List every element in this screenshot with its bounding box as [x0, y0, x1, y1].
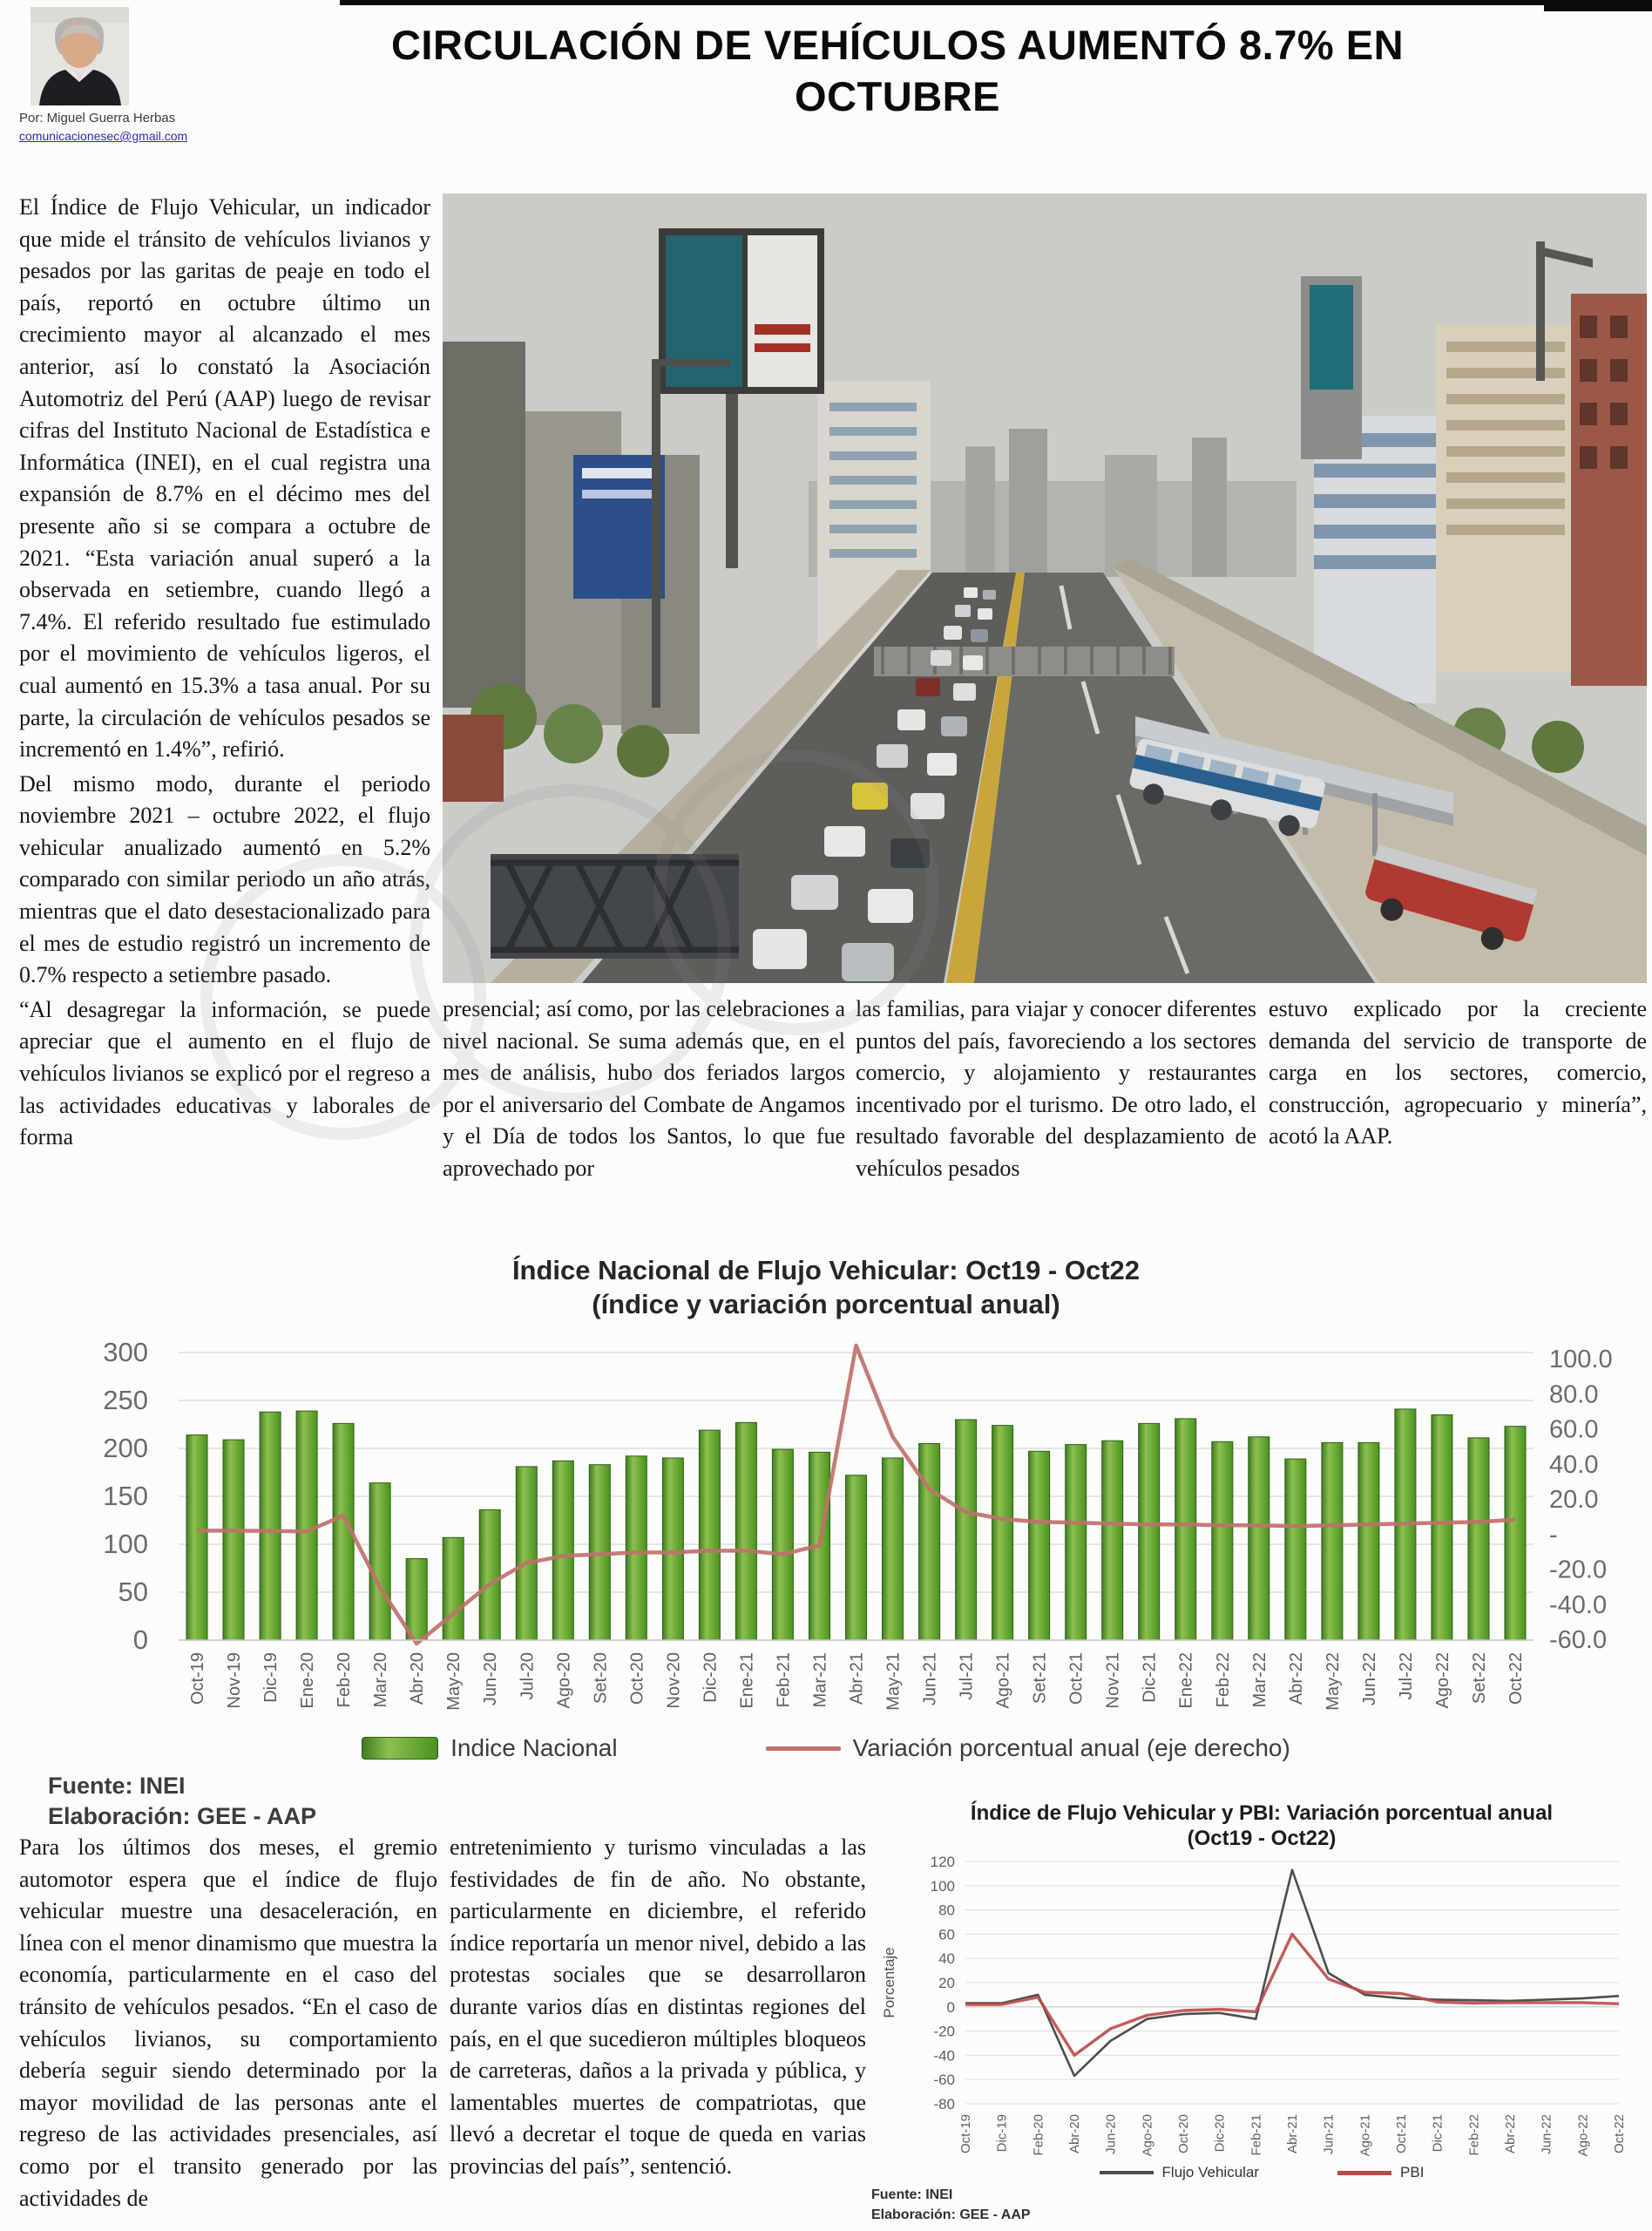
pbi-line-swatch-icon: [1337, 2171, 1391, 2175]
svg-text:Jun-22: Jun-22: [1359, 1652, 1379, 1706]
paragraph: estuvo explicado por la creciente demanda del servicio de transporte de carga en los sectores, comercio, construcción, agropecuario y minería”, acotó la AAP.: [1269, 996, 1647, 1149]
svg-text:80.0: 80.0: [1549, 1380, 1599, 1409]
svg-text:Feb-21: Feb-21: [1249, 2114, 1264, 2156]
article-bottom-column-2: [450, 1832, 866, 2224]
svg-text:Jun-22: Jun-22: [1539, 2114, 1554, 2154]
paragraph: Del mismo modo, durante el periodo noviembre 2021 – octubre 2022, el flujo vehicular anualizado aumentó en 5.2% comparado con similar periodo un año atrás, mientras que el dato desestacionalizado para el mes de estudio registró un incremento de 0.7% respecto a setiembre pasado.: [19, 770, 430, 988]
svg-text:May-20: May-20: [444, 1652, 464, 1711]
svg-text:Dic-19: Dic-19: [261, 1652, 281, 1703]
svg-text:300: 300: [103, 1337, 148, 1367]
paragraph: presencial; así como, por las celebraciones a nivel nacional. Se suma además que, en el mes de análisis, hubo dos feriados largos por el aniversario del Combate de Angamos y el Día de todos los Santos, lo que fue aprovechado por: [443, 996, 845, 1181]
chart1-legend: [0, 1734, 1652, 1762]
svg-text:40.0: 40.0: [1549, 1450, 1599, 1479]
paragraph: Para los últimos dos meses, el gremio automotor espera que el índice de flujo vehicular muestre una desaceleración, en línea con el menor dinamismo que muestra la economía, particularmente en el caso del tránsito de vehículos pesados. “En el caso de vehículos livianos, su comportamiento debería seguir siendo determinado por la mayor movilidad de las personas ante el regreso de las actividades presenciales, así como por el transito generado por las actividades de: [19, 1834, 437, 2211]
svg-text:Abr-22: Abr-22: [1286, 1652, 1306, 1705]
svg-text:80: 80: [938, 1902, 955, 1919]
svg-text:Jun-21: Jun-21: [920, 1652, 940, 1706]
source-line: Fuente: INEI: [48, 1773, 186, 1799]
svg-text:Ene-20: Ene-20: [298, 1652, 318, 1709]
svg-text:0: 0: [946, 1998, 955, 2016]
svg-text:Jun-21: Jun-21: [1321, 2114, 1337, 2154]
svg-text:60.0: 60.0: [1549, 1415, 1599, 1444]
svg-text:250: 250: [103, 1385, 148, 1415]
svg-text:-: -: [1549, 1521, 1558, 1549]
svg-text:60: 60: [938, 1926, 955, 1943]
svg-text:Ago-20: Ago-20: [554, 1652, 574, 1709]
svg-text:Ene-21: Ene-21: [737, 1652, 757, 1709]
author-portrait: [30, 7, 129, 105]
svg-text:Oct-19: Oct-19: [958, 2114, 973, 2154]
flow-vs-gdp-chart-block: [871, 1800, 1652, 2231]
svg-text:150: 150: [103, 1481, 148, 1511]
svg-text:Mar-21: Mar-21: [810, 1652, 830, 1708]
page-title-line1: CIRCULACIÓN DE VEHÍCULOS AUMENTÓ 8.7% EN: [390, 22, 1405, 68]
svg-text:200: 200: [103, 1433, 148, 1463]
svg-text:40: 40: [938, 1950, 955, 1968]
legend-label: Variación porcentual anual (eje derecho): [852, 1734, 1290, 1761]
paragraph: las familias, para viajar y conocer diferentes puntos del país, favoreciendo a los sectores comercio, y alojamiento y restaurantes incentivado por el turismo. De otro lado, el resultado favorable del desplazamiento de vehículos pesados: [856, 996, 1256, 1181]
svg-text:Ago-21: Ago-21: [1357, 2114, 1373, 2157]
svg-text:Oct-20: Oct-20: [1176, 2114, 1191, 2154]
svg-text:Dic-21: Dic-21: [1140, 1652, 1160, 1703]
page-title: [183, 19, 1612, 122]
author-name: Por: Miguel Guerra Herbas: [19, 111, 176, 125]
svg-text:Abr-22: Abr-22: [1503, 2114, 1518, 2154]
legend-item-pbi: [1337, 2164, 1424, 2181]
svg-text:Porcentaje: Porcentaje: [881, 1947, 897, 2018]
chart1-subtitle: (índice y variación porcentual anual): [592, 1289, 1060, 1319]
svg-text:Dic-20: Dic-20: [701, 1652, 721, 1703]
legend-label: PBI: [1400, 2164, 1425, 2180]
svg-text:Jul-21: Jul-21: [957, 1652, 977, 1700]
chart1-source: [48, 1771, 316, 1832]
chart2-subtitle: (Oct19 - Oct22): [1187, 1827, 1337, 1850]
article-column-4: [1269, 993, 1647, 1248]
svg-text:Oct-19: Oct-19: [188, 1652, 207, 1705]
svg-text:0: 0: [132, 1624, 148, 1655]
svg-text:Feb-20: Feb-20: [1031, 2114, 1046, 2156]
national-flow-index-chart: [9, 1318, 1643, 1732]
bar-swatch-icon: [362, 1737, 438, 1760]
svg-text:Set-21: Set-21: [1030, 1652, 1050, 1704]
svg-text:100: 100: [103, 1529, 148, 1559]
svg-text:Jul-22: Jul-22: [1396, 1652, 1416, 1700]
svg-text:Ago-22: Ago-22: [1432, 1652, 1452, 1709]
svg-text:-20.0: -20.0: [1549, 1556, 1608, 1584]
elaboration-line: Elaboración: GEE - AAP: [48, 1803, 317, 1829]
article-bottom-column-1: [19, 1832, 437, 2224]
svg-text:Ago-21: Ago-21: [993, 1652, 1013, 1709]
svg-text:Nov-19: Nov-19: [225, 1652, 244, 1709]
legend-label: Flujo Vehicular: [1161, 2164, 1260, 2180]
chart2-legend: [871, 2164, 1652, 2181]
flujo-line-swatch-icon: [1100, 2171, 1154, 2174]
svg-text:Oct-21: Oct-21: [1066, 1652, 1087, 1705]
svg-text:Oct-22: Oct-22: [1506, 1652, 1526, 1705]
author-email-link[interactable]: comunicacionesec@gmail.com: [19, 129, 188, 143]
svg-text:Abr-20: Abr-20: [1067, 2114, 1082, 2154]
svg-text:Feb-22: Feb-22: [1213, 1652, 1233, 1708]
svg-text:-80: -80: [933, 2096, 955, 2112]
svg-text:Mar-22: Mar-22: [1249, 1652, 1269, 1708]
top-border-bar: [340, 0, 1652, 5]
svg-text:Feb-22: Feb-22: [1466, 2114, 1482, 2156]
svg-text:Oct-20: Oct-20: [627, 1652, 647, 1705]
article-photo: [443, 193, 1647, 983]
svg-text:Abr-21: Abr-21: [847, 1652, 867, 1705]
svg-text:20.0: 20.0: [1549, 1486, 1599, 1514]
svg-text:Ago-20: Ago-20: [1140, 2114, 1155, 2157]
svg-text:Set-20: Set-20: [591, 1652, 611, 1704]
svg-text:Oct-22: Oct-22: [1612, 2114, 1627, 2154]
svg-text:50: 50: [118, 1577, 148, 1607]
svg-text:100: 100: [930, 1877, 955, 1895]
legend-item-variacion: [766, 1734, 1290, 1762]
chart1-title-block: [0, 1253, 1652, 1321]
source-line: Fuente: INEI: [871, 2187, 953, 2202]
svg-text:Dic-20: Dic-20: [1212, 2114, 1228, 2153]
svg-text:Ago-22: Ago-22: [1575, 2114, 1591, 2157]
svg-text:20: 20: [938, 1975, 955, 1991]
legend-label: Indice Nacional: [450, 1734, 618, 1761]
svg-text:-60: -60: [933, 2072, 955, 2089]
chart2-title-block: [871, 1800, 1652, 1851]
line-swatch-icon: [766, 1746, 841, 1751]
svg-text:Jun-20: Jun-20: [481, 1652, 501, 1706]
article-column-3: [856, 993, 1256, 1248]
chart2-source: [871, 2185, 1652, 2225]
article-column-1: [19, 192, 430, 1277]
svg-text:Feb-20: Feb-20: [335, 1652, 355, 1708]
svg-text:100.0: 100.0: [1549, 1346, 1613, 1373]
svg-text:Nov-20: Nov-20: [664, 1652, 684, 1709]
paragraph: entretenimiento y turismo vinculadas a las festividades de fin de año. No obstante, particularmente en diciembre, el referido índice reportaría un menor nivel, debido a las protestas sociales que se desarrollaron durante varios días en distintas regiones del país, en el que sucedieron múltiples bloqueos de carreteras, daños a la privada y pública, y lamentables muertes de compatriotas, que llevó a decretar el toque de queda en varias provincias del país”, sentenció.: [450, 1834, 866, 2179]
svg-text:Dic-21: Dic-21: [1430, 2114, 1446, 2153]
svg-text:Set-22: Set-22: [1470, 1652, 1489, 1704]
svg-text:May-21: May-21: [884, 1652, 904, 1711]
legend-item-indice-nacional: [362, 1734, 617, 1762]
traffic-scene-graphic: [443, 193, 1647, 983]
svg-text:-40: -40: [933, 2047, 955, 2065]
svg-text:-40.0: -40.0: [1549, 1590, 1608, 1619]
chart1-title: Índice Nacional de Flujo Vehicular: Oct19 - Oct22: [511, 1255, 1141, 1285]
svg-text:-20: -20: [933, 2023, 955, 2040]
flow-vs-gdp-chart: [871, 1851, 1652, 2162]
svg-text:Jun-20: Jun-20: [1103, 2114, 1119, 2154]
svg-text:Oct-21: Oct-21: [1394, 2114, 1409, 2154]
svg-text:Jul-20: Jul-20: [518, 1652, 538, 1700]
svg-text:Nov-21: Nov-21: [1103, 1652, 1123, 1709]
svg-text:-60.0: -60.0: [1549, 1626, 1608, 1654]
elaboration-line: Elaboración: GEE - AAP: [871, 2207, 1031, 2222]
chart2-title: Índice de Flujo Vehicular y PBI: Variación porcentual anual: [970, 1801, 1554, 1825]
svg-text:Abr-20: Abr-20: [408, 1652, 428, 1705]
paragraph: El Índice de Flujo Vehicular, un indicador que mide el tránsito de vehículos livianos y pesados por las garitas de peaje en todo el país, reportó en octubre último un crecimiento mayor al alcanzado el mes anterior, así lo constató la Asociación Automotriz del Perú (AAP) luego de revisar cifras del Instituto Nacional de Estadística e Informática (INEI), en el cual registra una expansión de 8.7% en el décimo mes del presente año si se compara a octubre de 2021. “Esta variación anual superó a la observada en setiembre, cuando llegó a 7.4%. El referido resultado fue estimulado por el movimiento de vehículos ligeros, el cual aumentó en 15.3% a tasa anual. Por su parte, la circulación de vehículos pesados se incrementó en 1.4%”, refirió.: [19, 194, 430, 763]
legend-item-flujo-vehicular: [1100, 2164, 1260, 2181]
svg-text:Mar-20: Mar-20: [371, 1652, 391, 1708]
author-portrait-graphic: [30, 7, 129, 105]
svg-text:Feb-21: Feb-21: [774, 1652, 794, 1708]
article-column-2: [443, 993, 845, 1248]
svg-text:Ene-22: Ene-22: [1176, 1652, 1196, 1709]
paragraph: “Al desagregar la información, se puede apreciar que el aumento en el flujo de vehículos livianos se explicó por el regreso a las actividades educativas y laborales de forma: [19, 996, 430, 1150]
svg-text:Abr-21: Abr-21: [1285, 2114, 1300, 2154]
svg-text:120: 120: [930, 1854, 955, 1870]
page-title-line2: OCTUBRE: [795, 73, 1000, 119]
svg-text:May-22: May-22: [1323, 1652, 1343, 1711]
svg-text:Dic-19: Dic-19: [994, 2114, 1010, 2153]
top-border-corner: [1544, 0, 1652, 11]
